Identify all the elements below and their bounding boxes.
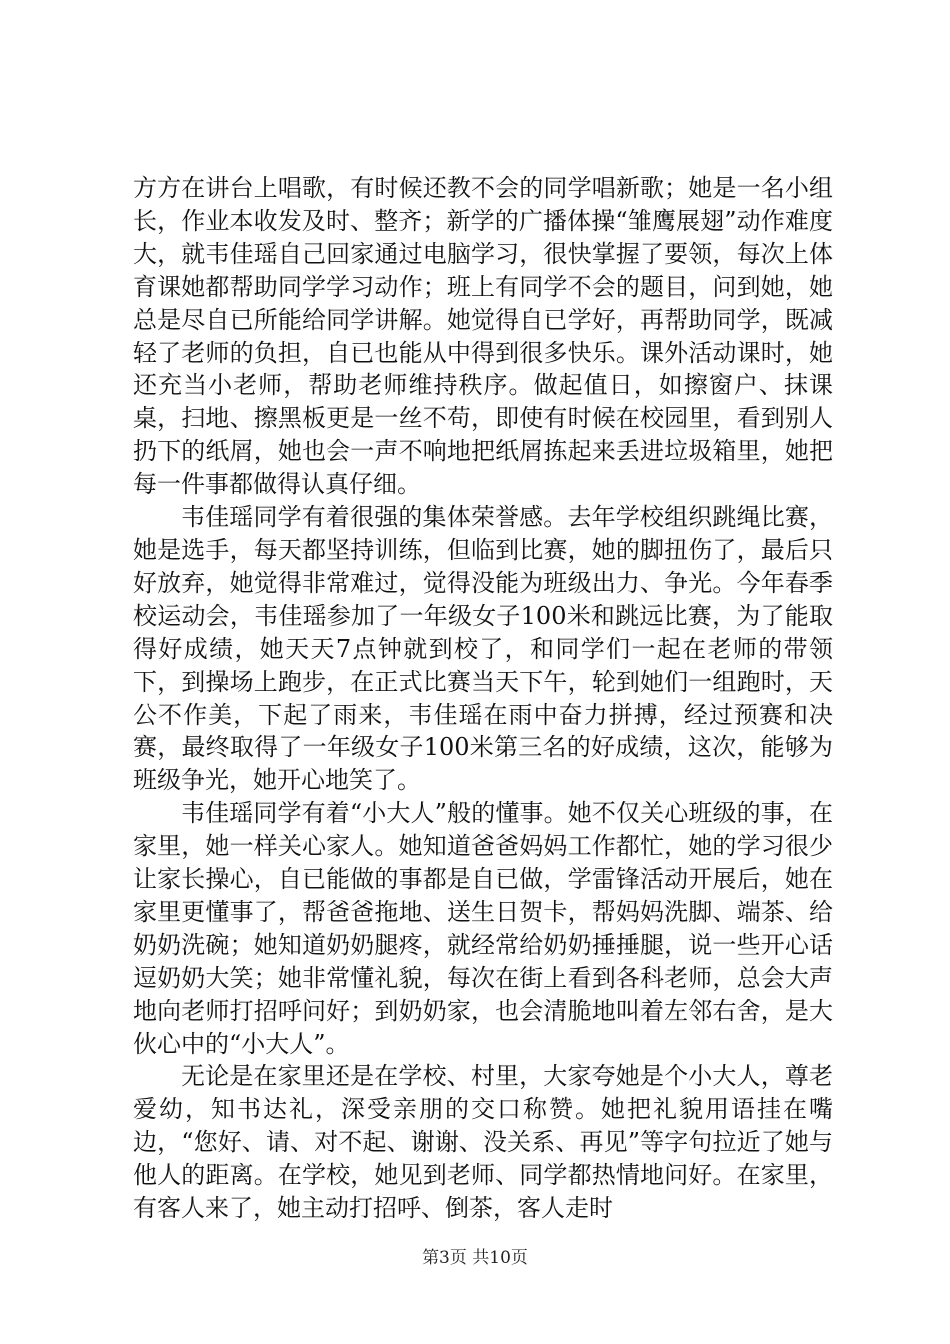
page-footer: 第3页 共10页 (422, 1248, 528, 1268)
paragraph-4: 无论是在家里还是在学校、村里，大家夸她是个小大人，尊老爱幼，知书达礼，深受亲朋的交口称赞。她把礼貌用语挂在嘴边，“您好、请、对不起、谢谢、没关系、再见”等字句拉近了她与他人的距离。在学校，她见到老师、同学都热情地问好。在家里，有客人来了，她主动打招呼、倒茶，客人走时 (133, 1062, 833, 1223)
body-text (133, 172, 833, 1225)
paragraph-3: 韦佳瑶同学有着“小大人”般的懂事。她不仅关心班级的事，在家里，她一样关心家人。她知道爸爸妈妈工作都忙，她的学习很少让家长操心，自已能做的事都是自已做，学雷锋活动开展后，她在家里更懂事了，帮爸爸拖地、送生日贺卡，帮妈妈洗脚、端茶、给奶奶洗碗；她知道奶奶腿疼，就经常给奶奶捶捶腿，说一些开心话逗奶奶大笑；她非常懂礼貌，每次在街上看到各科老师，总会大声地向老师打招呼问好；到奶奶家，也会清脆地叫着左邻右舍，是大伙心中的“小大人”。 (133, 799, 833, 1058)
paragraph-1: 方方在讲台上唱歌，有时候还教不会的同学唱新歌；她是一名小组长，作业本收发及时、整齐；新学的广播体操“雏鹰展翅”动作难度大，就韦佳瑶自己回家通过电脑学习，很快掌握了要领，每次上体育课她都帮助同学学习动作；班上有同学不会的题目，问到她，她总是尽自已所能给同学讲解。她觉得自已学好，再帮助同学，既减轻了老师的负担，自已也能从中得到很多快乐。课外活动课时，她还充当小老师，帮助老师维持秩序。做起值日，如擦窗户、抹课桌，扫地、擦黑板更是一丝不苟，即使有时候在校园里，看到别人扔下的纸屑，她也会一声不响地把纸屑拣起来丢进垃圾箱里，她把每一件事都做得认真仔细。 (133, 174, 833, 499)
paragraph-2: 韦佳瑶同学有着很强的集体荣誉感。去年学校组织跳绳比赛，她是选手，每天都坚持训练，但临到比赛，她的脚扭伤了，最后只好放弃，她觉得非常难过，觉得没能为班级出力、争光。今年春季校运动会，韦佳瑶参加了一年级女子100米和跳远比赛，为了能取得好成绩，她天天7点钟就到校了，和同学们一起在老师的带领下，到操场上跑步，在正式比赛当天下午，轮到她们一组跑时，天公不作美，下起了雨来，韦佳瑶在雨中奋力拼搏，经过预赛和决赛，最终取得了一年级女子100米第三名的好成绩，这次，能够为班级争光，她开心地笑了。 (133, 503, 833, 795)
